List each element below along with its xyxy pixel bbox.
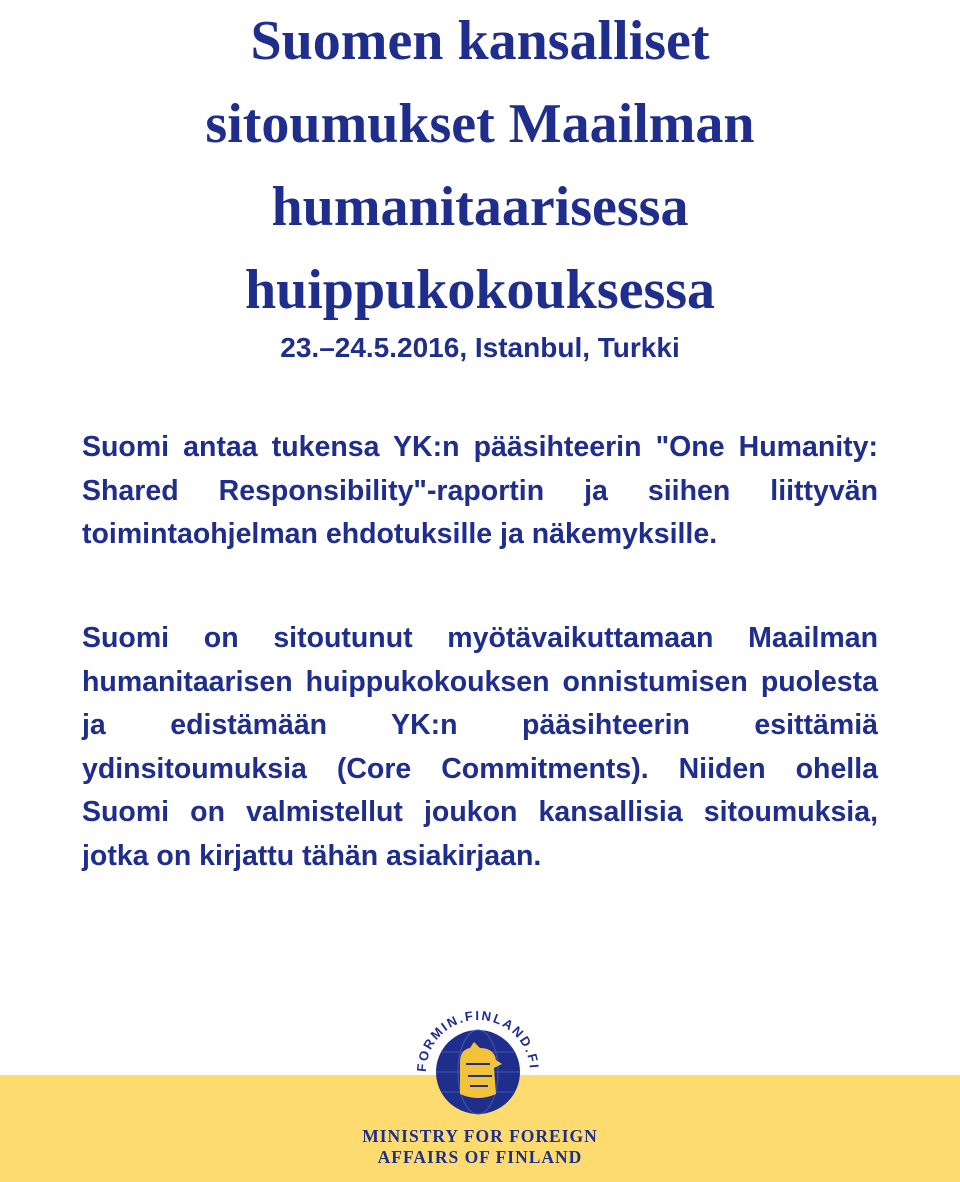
title-line: sitoumukset Maailman bbox=[205, 93, 755, 155]
document-title bbox=[0, 0, 960, 332]
title-line: huippukokouksessa bbox=[244, 259, 716, 321]
emblem-ring-text: FORMIN.FINLAND.FI bbox=[413, 1007, 542, 1073]
event-date-location: 23.–24.5.2016, Istanbul, Turkki bbox=[280, 332, 680, 363]
title-line: Suomen kansalliset bbox=[250, 10, 710, 72]
ministry-emblem-icon bbox=[408, 1002, 548, 1122]
title-line: humanitaarisessa bbox=[271, 176, 689, 238]
paragraph-support: Suomi antaa tukensa YK:n pääsihteerin "One Humanity: Shared Responsibility"-raportin ja siihen liittyvän toimintaohjelman ehdotuksille ja näkemyksille. bbox=[82, 431, 878, 550]
paragraph-commitments: Suomi on sitoutunut myötävaikuttamaan Maailman humanitaarisen huippukokouksen onnistumisen puolesta ja edistämään YK:n pääsihteerin esittämiä ydinsitoumuksia (Core Commitments). Niiden ohella Suomi on valmistellut joukon kansallisia sitoumuksia, jotka on kirjattu tähän asiakirjaan. bbox=[82, 622, 878, 872]
ministry-name-line: AFFAIRS OF FINLAND bbox=[377, 1147, 583, 1167]
ministry-name-line: MINISTRY FOR FOREIGN bbox=[362, 1126, 598, 1146]
